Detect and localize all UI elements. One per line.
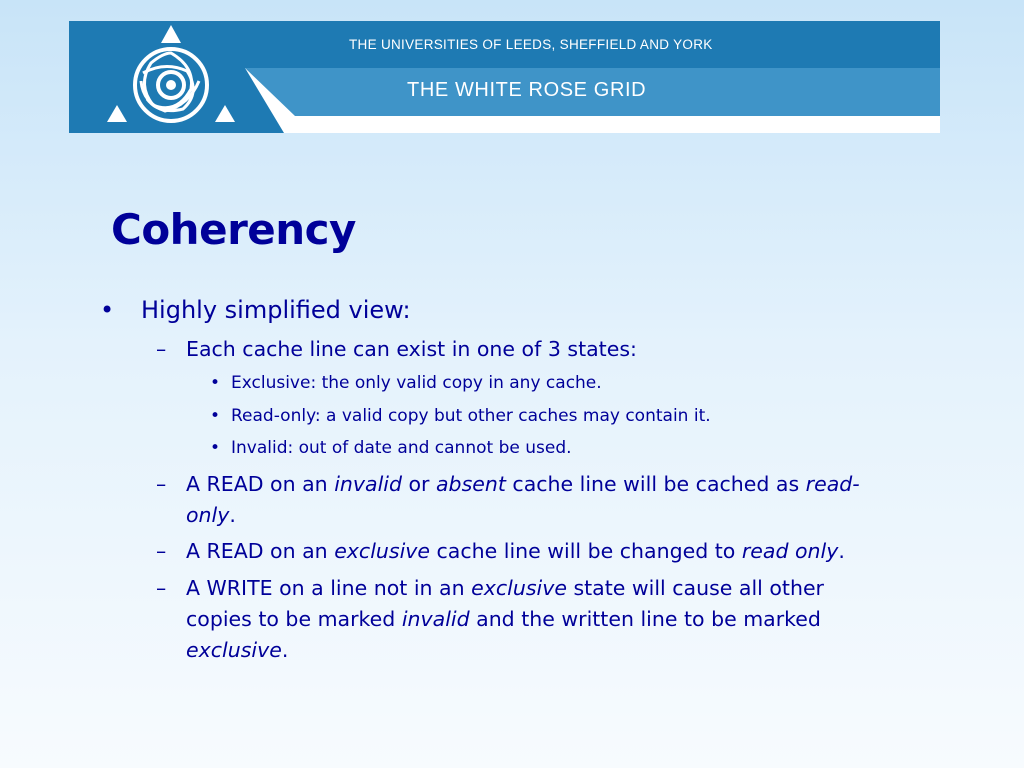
- dash-icon: –: [156, 539, 167, 563]
- state-text: Invalid: out of date and cannot be used.: [231, 438, 572, 458]
- rule-text-line-2: copies to be marked invalid and the written line to be marked: [186, 607, 821, 631]
- header-banner: [69, 21, 940, 133]
- rule-text-line-1: A WRITE on a line not in an exclusive state will cause all other: [186, 576, 824, 600]
- rule-text-line-2: only.: [186, 503, 236, 527]
- state-text: Read-only: a valid copy but other caches may contain it.: [231, 406, 711, 426]
- bullet-text: Highly simplified view:: [141, 296, 411, 324]
- universities-heading: THE UNIVERSITIES OF LEEDS, SHEFFIELD AND YORK: [349, 37, 713, 52]
- dash-icon: –: [156, 472, 167, 496]
- bullet-text: Each cache line can exist in one of 3 states:: [186, 337, 637, 361]
- state-text: Exclusive: the only valid copy in any cache.: [231, 373, 602, 393]
- slide-title: Coherency: [111, 205, 356, 254]
- bullet-icon: •: [210, 373, 221, 393]
- white-rose-grid-logo-icon: [103, 23, 239, 127]
- rule-text: A READ on an exclusive cache line will be changed to read only.: [186, 539, 845, 563]
- dash-icon: –: [156, 337, 167, 361]
- rule-text-line-3: exclusive.: [186, 638, 289, 662]
- bullet-icon: •: [210, 438, 221, 458]
- grid-name-heading: THE WHITE ROSE GRID: [407, 79, 647, 101]
- rule-text-line-1: A READ on an invalid or absent cache line will be cached as read-: [186, 472, 860, 496]
- dash-icon: –: [156, 576, 167, 600]
- bullet-icon: •: [210, 406, 221, 426]
- bullet-icon: •: [100, 296, 115, 324]
